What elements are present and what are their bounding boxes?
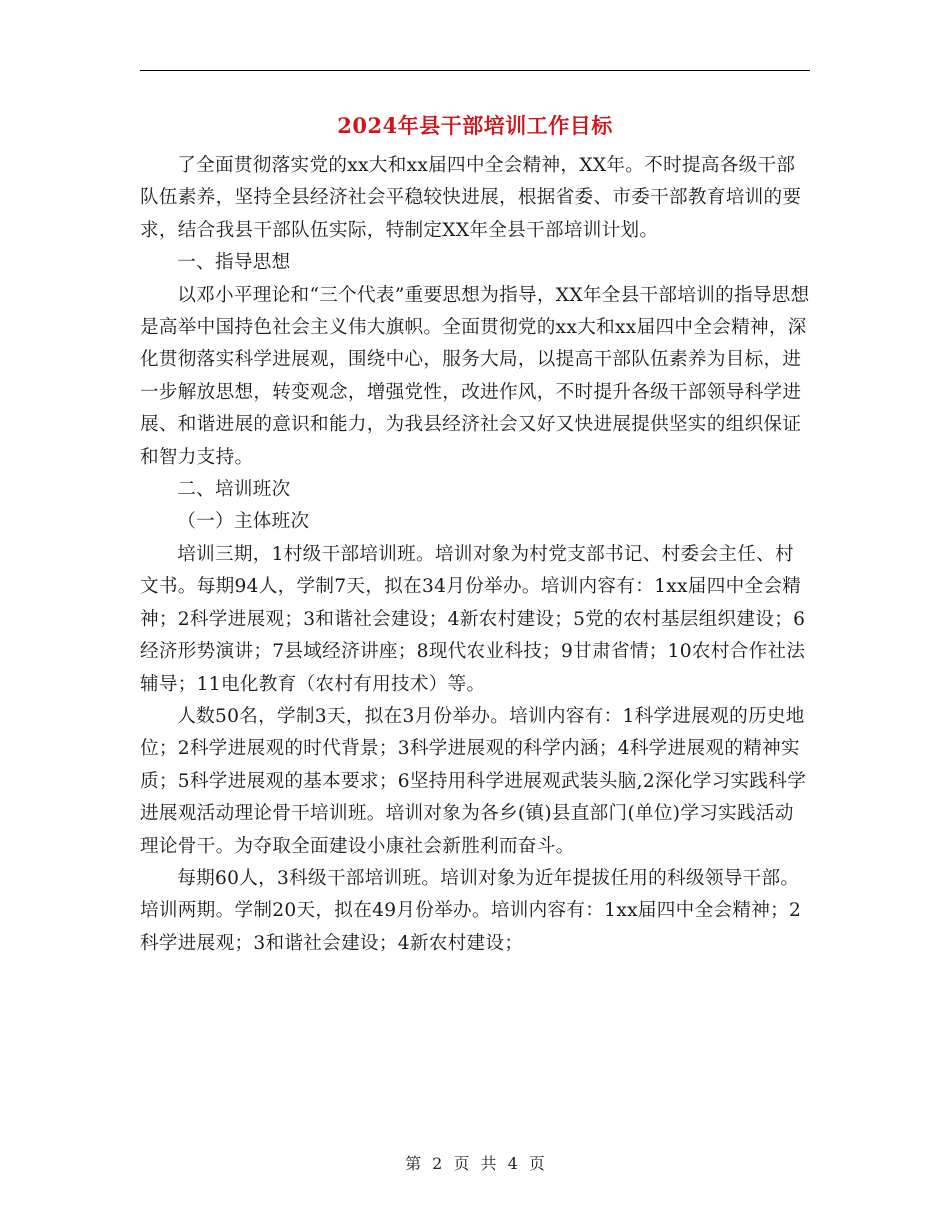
document-body bbox=[140, 150, 812, 960]
paragraph-section-level-training: 每期60人，3科级干部培训班。培训对象为近年提拔任用的科级领导干部。培训两期。学制20天，拟在49月份举办。培训内容有：1xx届四中全会精神；2科学进展观；3和谐社会建设；4新农村建设； bbox=[140, 867, 802, 954]
paragraph-theory-training: 人数50名，学制3天，拟在3月份举办。培训内容有：1科学进展观的历史地位；2科学进展观的时代背景；3科学进展观的科学内涵；4科学进展观的精神实质；5科学进展观的基本要求；6坚持用科学进展观武装头脑,2深化学习实践科学进展观活动理论骨干培训班。培训对象为各乡(镇)县直部门(单位)学习实践活动理论骨干。为夺取全面建设小康社会新胜利而奋斗。 bbox=[140, 705, 807, 857]
paragraph-intro: 了全面贯彻落实党的xx大和xx届四中全会精神，XX年。不时提高各级干部队伍素养，坚持全县经济社会平稳较快进展，根据省委、市委干部教育培训的要求，结合我县干部队伍实际，特制定XX年全县干部培训计划。 bbox=[140, 155, 802, 241]
heading-guiding-thought: 一、指导思想 bbox=[177, 252, 291, 274]
paragraph-guiding-thought: 以邓小平理论和“三个代表”重要思想为指导，XX年全县干部培训的指导思想是高举中国持色社会主义伟大旗帜。全面贯彻党的xx大和xx届四中全会精神，深化贯彻落实科学进展观，围绕中心，服务大局，以提高干部队伍素养为目标，进一步解放思想，转变观念，增强党性，改进作风，不时提升各级干部领导科学进展、和谐进展的意识和能力，为我县经济社会又好又快进展提供坚实的组织保证和智力支持。 bbox=[140, 284, 810, 468]
header-rule bbox=[140, 70, 810, 71]
page-footer: 第 2 页 共 4 页 bbox=[405, 1154, 545, 1173]
heading-training-classes: 二、培训班次 bbox=[177, 479, 291, 501]
paragraph-village-training: 培训三期，1村级干部培训班。培训对象为村党支部书记、村委会主任、村文书。每期94人，学制7天，拟在34月份举办。培训内容有：1xx届四中全会精神；2科学进展观；3和谐社会建设；4新农村建设；5党的农村基层组织建设；6经济形势演讲；7县域经济讲座；8现代农业科技；9甘肃省情；10农村合作社法辅导；11电化教育（农村有用技术）等。 bbox=[140, 543, 806, 695]
subheading-main-classes: （一）主体班次 bbox=[177, 511, 310, 533]
page-title: 2024年县干部培训工作目标 bbox=[337, 113, 613, 138]
